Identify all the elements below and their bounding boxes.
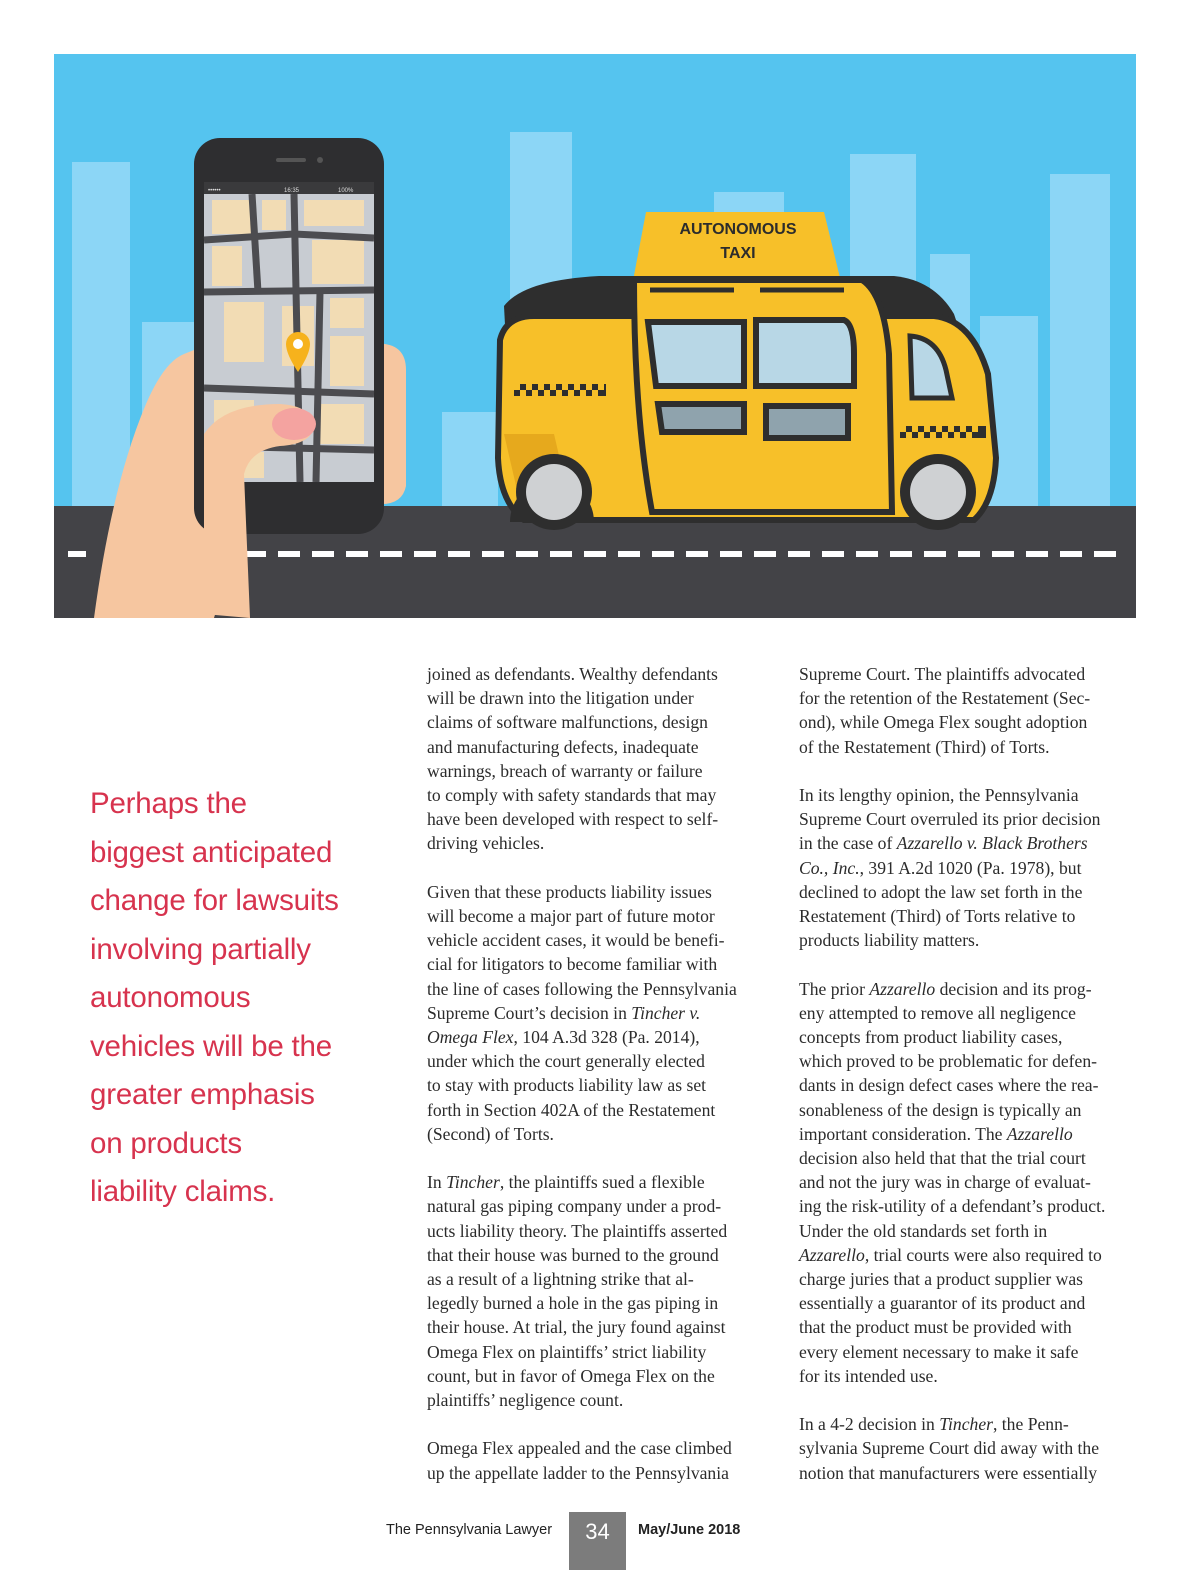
paragraph (799, 662, 1145, 759)
paragraph (427, 1170, 773, 1412)
issue-date: May/June 2018 (638, 1522, 741, 1538)
publication-name: The Pennsylvania Lawyer (386, 1522, 553, 1538)
case-citation: Azzarello (799, 1244, 865, 1265)
text-line: and not the jury was in charge of evaluat- (799, 1172, 1091, 1193)
taxi-sign-line2: TAXI (720, 245, 756, 262)
case-citation: Azzarello (869, 978, 936, 999)
text-line: and manufacturing defects, inadequate (427, 736, 699, 757)
text-line: concepts from product liability cases, (799, 1027, 1063, 1048)
case-citation: Azzarello (1006, 1123, 1073, 1144)
text-run: , trial courts were also required to (864, 1244, 1102, 1265)
article-column-left (427, 662, 773, 1509)
text-line: cial for litigators to become familiar with (427, 954, 718, 975)
text-line: Under the old standards set forth in (799, 1220, 1048, 1241)
status-battery: 100% (338, 188, 354, 194)
text-line: In its lengthy opinion, the Pennsylvania (799, 785, 1079, 805)
text-line: have been developed with respect to self- (427, 809, 719, 830)
text-run: , the Penn- (993, 1414, 1069, 1435)
text-run: , the plaintiffs sued a flexible (499, 1172, 705, 1193)
text-line (799, 1122, 1145, 1146)
text-line (799, 856, 1145, 880)
text-run: decision and its prog- (935, 978, 1092, 999)
text-line: ond), while Omega Flex sought adoption (799, 712, 1088, 733)
paragraph (427, 880, 773, 1146)
text-line: for its intended use. (799, 1365, 938, 1386)
status-carrier: •••••• (208, 188, 221, 194)
text-line (427, 1025, 773, 1049)
text-line: Supreme Court. The plaintiffs advocated (799, 664, 1086, 684)
text-line: Omega Flex on plaintiffs’ strict liability (427, 1341, 707, 1362)
case-citation: Tincher (939, 1414, 993, 1435)
pull-quote-line: autonomous (90, 981, 251, 1014)
case-citation: Co., Inc. (799, 857, 860, 878)
text-line: driving vehicles. (427, 833, 545, 854)
case-citation: Azzarello v. Black Brothers (896, 833, 1088, 854)
checker-stripe-left (514, 384, 606, 396)
text-line: plaintiffs’ negligence count. (427, 1390, 624, 1411)
text-line: under which the court generally elected (427, 1051, 705, 1072)
text-line: natural gas piping company under a prod- (427, 1196, 722, 1217)
pull-quote-line: greater emphasis (90, 1078, 315, 1111)
text-line: legedly burned a hole in the gas piping in (427, 1293, 719, 1314)
text-line: Restatement (Third) of Torts relative to (799, 906, 1076, 927)
text-line: notion that manufacturers were essentially (799, 1462, 1098, 1483)
text-run: Supreme Court’s decision in (427, 1002, 632, 1023)
paragraph (427, 1436, 773, 1484)
text-line: up the appellate ladder to the Pennsylvania (427, 1462, 729, 1483)
text-line: to stay with products liability law as set (427, 1075, 707, 1096)
text-line: sonableness of the design is typically an (799, 1099, 1082, 1120)
text-line (427, 1001, 773, 1025)
pull-quote-line: involving partially (90, 932, 311, 966)
paragraph (799, 1412, 1145, 1485)
pull-quote-line: Perhaps the (90, 787, 247, 820)
text-line: claims of software malfunctions, design (427, 712, 708, 733)
text-line: joined as defendants. Wealthy defendants (427, 664, 718, 684)
text-line: charge juries that a product supplier was (799, 1269, 1084, 1290)
text-line: Given that these products liability issues (427, 881, 712, 902)
text-line: ucts liability theory. The plaintiffs asserted (427, 1220, 728, 1241)
text-line: will be drawn into the litigation under (427, 688, 694, 709)
text-line: decision also held that that the trial court (799, 1148, 1086, 1169)
text-line (799, 977, 1145, 1001)
text-line: products liability matters. (799, 930, 980, 951)
text-line: as a result of a lightning strike that al- (427, 1269, 694, 1290)
text-line: that their house was burned to the ground (427, 1244, 719, 1265)
paragraph (799, 977, 1145, 1388)
case-citation: Omega Flex (427, 1027, 514, 1048)
text-line (427, 1170, 773, 1194)
text-line: which proved to be problematic for defen- (799, 1051, 1098, 1072)
text-line: sylvania Supreme Court did away with the (799, 1438, 1100, 1459)
text-line: vehicle accident cases, it would be benefi- (427, 930, 725, 951)
text-run: In a 4-2 decision in (799, 1414, 940, 1435)
text-run: important consideration. The (799, 1123, 1007, 1144)
text-line: for the retention of the Restatement (Sec- (799, 688, 1091, 709)
text-run: , 104 A.3d 328 (Pa. 2014), (513, 1027, 700, 1048)
text-line: Omega Flex appealed and the case climbed (427, 1438, 732, 1459)
text-line: that the product must be provided with (799, 1317, 1072, 1338)
text-line: declined to adopt the law set forth in the (799, 881, 1083, 902)
text-line: count, but in favor of Omega Flex on the (427, 1365, 715, 1386)
text-line: eny attempted to remove all negligence (799, 1002, 1076, 1023)
text-line (799, 831, 1145, 855)
hero-illustration (54, 54, 1136, 618)
pull-quote-line: change for lawsuits (90, 884, 339, 917)
pull-quote-line: biggest anticipated (90, 835, 333, 869)
text-run: In (427, 1172, 447, 1193)
text-line: forth in Section 402A of the Restatement (427, 1099, 716, 1120)
pull-quote (90, 780, 380, 1217)
paragraph (427, 662, 773, 856)
status-time: 16:35 (284, 188, 300, 194)
text-run: The prior (799, 978, 870, 999)
text-line: essentially a guarantor of its product and (799, 1293, 1086, 1314)
paragraph (799, 783, 1145, 952)
article-column-right (799, 662, 1145, 1509)
text-line (799, 1412, 1145, 1436)
text-run: , 391 A.2d 1020 (Pa. 1978), but (859, 857, 1082, 878)
text-line: of the Restatement (Third) of Torts. (799, 736, 1050, 757)
checker-stripe-right (900, 426, 986, 438)
pull-quote-line: vehicles will be the (90, 1029, 332, 1063)
text-line: warnings, breach of warranty or failure (427, 760, 703, 781)
text-line: ing the risk-utility of a defendant’s product. (799, 1196, 1106, 1217)
text-line: every element necessary to make it safe (799, 1341, 1079, 1362)
case-citation: Tincher v. (631, 1002, 701, 1023)
pull-quote-line: liability claims. (90, 1175, 276, 1208)
text-line: to comply with safety standards that may (427, 785, 717, 806)
text-line: their house. At trial, the jury found against (427, 1317, 726, 1338)
page-number: 34 (569, 1512, 626, 1570)
text-line (799, 1243, 1145, 1267)
case-citation: Tincher (446, 1172, 500, 1193)
text-line: the line of cases following the Pennsylvania (427, 978, 737, 999)
taxi-sign-line1: AUTONOMOUS (679, 221, 797, 238)
text-run: in the case of (799, 833, 897, 854)
text-line: (Second) of Torts. (427, 1123, 554, 1144)
text-line: will become a major part of future motor (427, 906, 715, 927)
text-line: dants in design defect cases where the rea- (799, 1075, 1099, 1096)
text-line: Supreme Court overruled its prior decision (799, 809, 1101, 830)
pull-quote-line: on products (90, 1126, 242, 1160)
page-footer (0, 1512, 1200, 1582)
